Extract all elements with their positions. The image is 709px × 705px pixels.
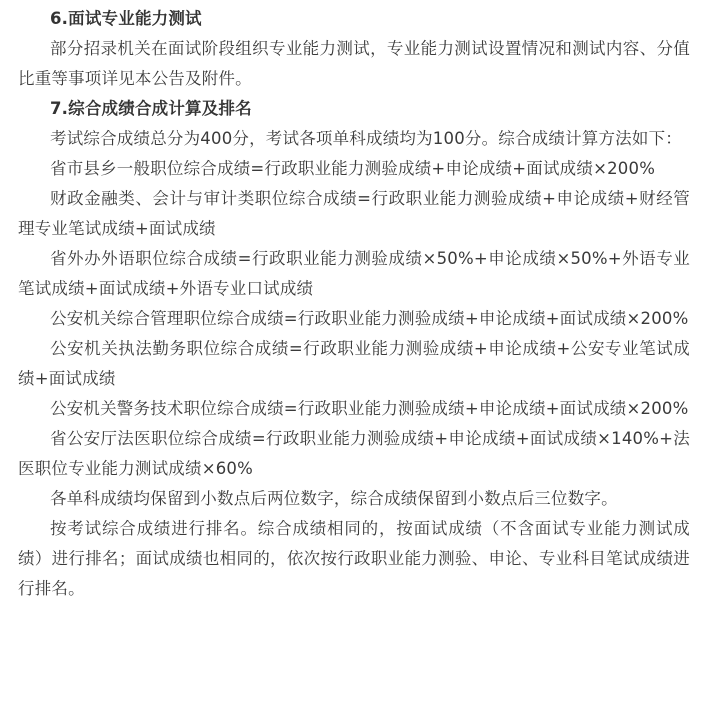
formula-police-enforcement: 公安机关执法勤务职位综合成绩=行政职业能力测验成绩+申论成绩+公安专业笔试成绩+面试成绩 xyxy=(18,339,690,388)
rounding-rule: 各单科成绩均保留到小数点后两位数字，综合成绩保留到小数点后三位数字。 xyxy=(50,489,618,508)
section-7-intro: 考试综合成绩总分为400分，考试各项单科成绩均为100分。综合成绩计算方法如下： xyxy=(50,129,682,148)
section-7-heading: 7.综合成绩合成计算及排名 xyxy=(50,99,252,118)
formula-finance: 财政金融类、会计与审计类职位综合成绩=行政职业能力测验成绩+申论成绩+财经管理专业笔试成绩+面试成绩 xyxy=(18,189,690,238)
document-body xyxy=(18,4,690,604)
ranking-rule: 按考试综合成绩进行排名。综合成绩相同的，按面试成绩（不含面试专业能力测试成绩）进行排名；面试成绩也相同的，依次按行政职业能力测验、申论、专业科目笔试成绩进行排名。 xyxy=(18,519,690,598)
section-6-paragraph: 部分招录机关在面试阶段组织专业能力测试，专业能力测试设置情况和测试内容、分值比重等事项详见本公告及附件。 xyxy=(18,39,690,88)
section-6-heading: 6.面试专业能力测试 xyxy=(50,9,202,28)
formula-general: 省市县乡一般职位综合成绩=行政职业能力测验成绩+申论成绩+面试成绩×200% xyxy=(50,159,656,178)
formula-forensic: 省公安厅法医职位综合成绩=行政职业能力测验成绩+申论成绩+面试成绩×140%+法医职位专业能力测试成绩×60% xyxy=(18,429,690,478)
formula-police-technical: 公安机关警务技术职位综合成绩=行政职业能力测验成绩+申论成绩+面试成绩×200% xyxy=(50,399,689,418)
formula-foreign-language: 省外办外语职位综合成绩=行政职业能力测验成绩×50%+申论成绩×50%+外语专业笔试成绩+面试成绩+外语专业口试成绩 xyxy=(18,249,690,298)
formula-police-admin: 公安机关综合管理职位综合成绩=行政职业能力测验成绩+申论成绩+面试成绩×200% xyxy=(50,309,689,328)
